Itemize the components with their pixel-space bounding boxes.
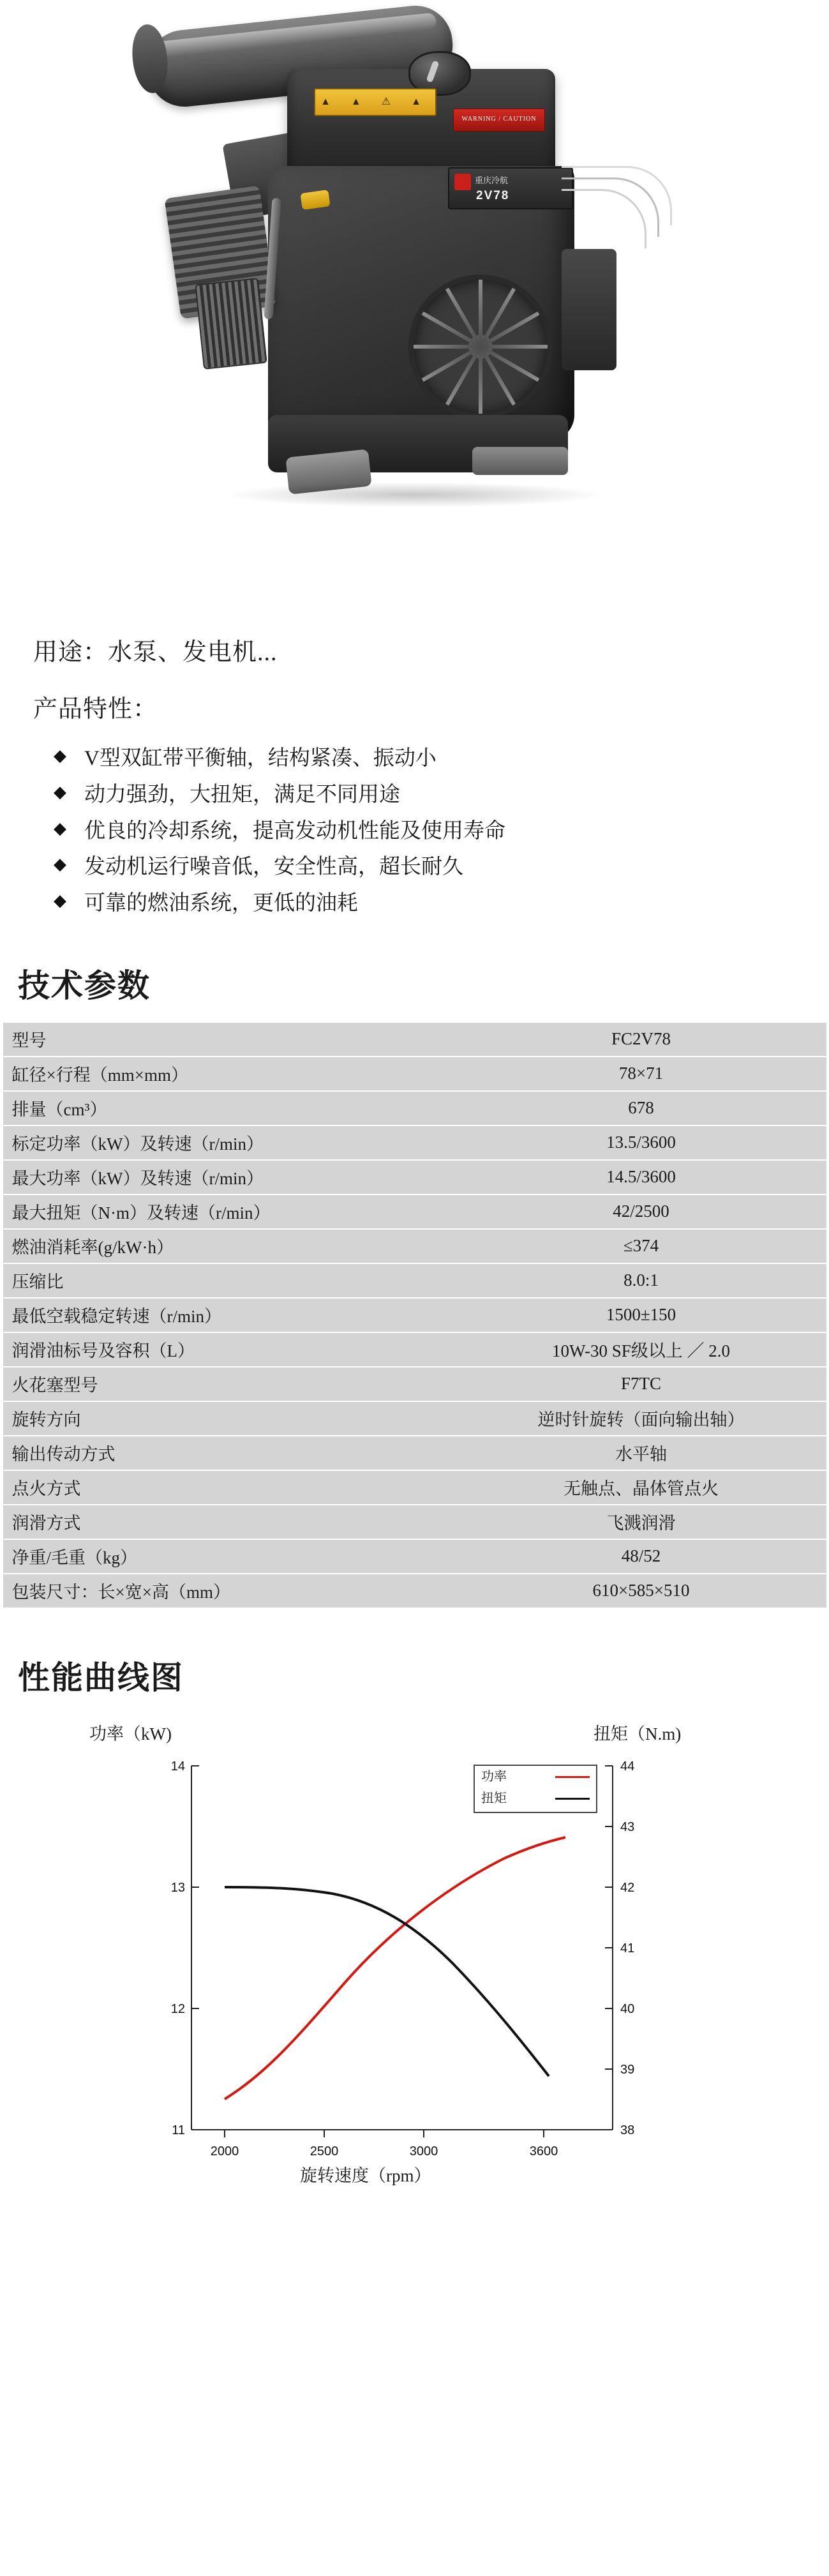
svg-text:3000: 3000 bbox=[409, 2144, 438, 2158]
list-item bbox=[54, 777, 811, 813]
spec-value: 678 bbox=[456, 1091, 826, 1126]
chart-legend bbox=[474, 1765, 597, 1813]
svg-text:42: 42 bbox=[620, 1880, 635, 1895]
svg-text:2500: 2500 bbox=[310, 2144, 339, 2158]
warning-label bbox=[314, 88, 437, 116]
table-row bbox=[3, 1367, 826, 1401]
table-row bbox=[3, 1332, 826, 1367]
chart-right-axis-title: 扭矩（N.m) bbox=[594, 1724, 682, 1744]
table-row bbox=[3, 1539, 826, 1574]
spec-value: 1500±150 bbox=[456, 1298, 826, 1332]
spec-key: 输出传动方式 bbox=[3, 1436, 456, 1470]
spec-value: 无触点、晶体管点火 bbox=[456, 1470, 826, 1505]
spec-key: 缸径×行程（mm×mm） bbox=[3, 1057, 456, 1091]
engine-photo bbox=[77, 6, 759, 600]
spec-key: 包装尺寸：长×宽×高（mm） bbox=[3, 1574, 456, 1608]
diamond-bullet-icon: ◆ bbox=[54, 891, 66, 910]
control-block-shape bbox=[562, 249, 616, 370]
list-item-label: 优良的冷却系统，提高发动机性能及使用寿命 bbox=[84, 819, 505, 843]
svg-text:44: 44 bbox=[620, 1759, 635, 1774]
table-row bbox=[3, 1091, 826, 1126]
spec-value: FC2V78 bbox=[456, 1023, 826, 1057]
svg-text:13: 13 bbox=[170, 1880, 185, 1895]
mount-foot-right bbox=[472, 447, 568, 475]
chart-left-axis-title: 功率（kW) bbox=[89, 1724, 172, 1744]
spec-key: 型号 bbox=[3, 1023, 456, 1057]
caution-label bbox=[453, 109, 545, 132]
series-power-line bbox=[225, 1837, 565, 2099]
svg-text:38: 38 bbox=[620, 2123, 635, 2137]
list-item-label: 可靠的燃油系统，更低的油耗 bbox=[84, 892, 358, 915]
diamond-bullet-icon: ◆ bbox=[54, 782, 66, 801]
cooling-vent-shape bbox=[195, 278, 267, 370]
spec-key: 最低空载稳定转速（r/min） bbox=[3, 1298, 456, 1332]
svg-text:43: 43 bbox=[620, 1819, 635, 1834]
svg-text:2000: 2000 bbox=[210, 2144, 239, 2158]
spec-key: 火花塞型号 bbox=[3, 1367, 456, 1401]
performance-chart bbox=[0, 1715, 829, 2213]
table-row bbox=[3, 1401, 826, 1436]
series-torque-line bbox=[225, 1887, 549, 2076]
spec-heading: 技术参数 bbox=[18, 967, 151, 1004]
legend-item-power bbox=[475, 1766, 596, 1788]
list-item-label: 动力强劲，大扭矩，满足不同用途 bbox=[84, 783, 400, 806]
spec-key: 润滑油标号及容积（L） bbox=[3, 1332, 456, 1367]
spec-key: 最大扭矩（N·m）及转速（r/min） bbox=[3, 1194, 456, 1229]
product-image-block bbox=[0, 0, 829, 632]
chart-x-axis-title: 旋转速度（rpm） bbox=[300, 2165, 431, 2185]
spec-table bbox=[3, 1023, 826, 1608]
spec-value: 逆时针旋转（面向输出轴） bbox=[456, 1401, 826, 1436]
spec-value: F7TC bbox=[456, 1367, 826, 1401]
usage-line: 用途：水泵、发电机... bbox=[33, 639, 278, 666]
legend-swatch-torque bbox=[555, 1798, 590, 1800]
brand-mark-icon bbox=[454, 174, 471, 190]
diamond-bullet-icon: ◆ bbox=[54, 746, 66, 765]
svg-text:40: 40 bbox=[620, 2001, 635, 2016]
diamond-bullet-icon: ◆ bbox=[54, 855, 66, 874]
spec-value: 14.5/3600 bbox=[456, 1160, 826, 1194]
spec-key: 排量（cm³） bbox=[3, 1091, 456, 1126]
chart-canvas bbox=[0, 1715, 829, 2213]
spec-value: 78×71 bbox=[456, 1057, 826, 1091]
list-item bbox=[54, 813, 811, 850]
spec-key: 燃油消耗率(g/kW·h） bbox=[3, 1229, 456, 1263]
list-item bbox=[54, 849, 811, 885]
spec-key: 压缩比 bbox=[3, 1263, 456, 1298]
brand-model: 2V78 bbox=[476, 189, 510, 202]
table-row bbox=[3, 1574, 826, 1608]
spec-value: 48/52 bbox=[456, 1539, 826, 1574]
spec-value: 13.5/3600 bbox=[456, 1126, 826, 1160]
features-list bbox=[18, 741, 811, 922]
svg-text:3600: 3600 bbox=[529, 2144, 558, 2158]
table-row bbox=[3, 1229, 826, 1263]
spec-key: 点火方式 bbox=[3, 1470, 456, 1505]
list-item bbox=[54, 741, 811, 777]
legend-swatch-power bbox=[555, 1776, 590, 1778]
table-row bbox=[3, 1470, 826, 1505]
list-item-label: V型双缸带平衡轴，结构紧凑、振动小 bbox=[84, 747, 437, 770]
table-row bbox=[3, 1263, 826, 1298]
svg-text:12: 12 bbox=[170, 2001, 185, 2016]
spec-key: 润滑方式 bbox=[3, 1505, 456, 1539]
table-row bbox=[3, 1194, 826, 1229]
svg-text:11: 11 bbox=[172, 2123, 185, 2137]
diamond-bullet-icon: ◆ bbox=[54, 818, 66, 838]
spec-value: 42/2500 bbox=[456, 1194, 826, 1229]
list-item bbox=[54, 885, 811, 922]
spec-value: 水平轴 bbox=[456, 1436, 826, 1470]
table-row bbox=[3, 1023, 826, 1057]
intro-section bbox=[0, 632, 829, 922]
drop-shadow bbox=[223, 482, 606, 508]
table-row bbox=[3, 1298, 826, 1332]
table-row bbox=[3, 1160, 826, 1194]
flywheel-fan-shape bbox=[408, 275, 553, 419]
table-row bbox=[3, 1126, 826, 1160]
table-row bbox=[3, 1057, 826, 1091]
spec-key: 标定功率（kW）及转速（r/min） bbox=[3, 1126, 456, 1160]
svg-text:39: 39 bbox=[620, 2062, 635, 2077]
table-row bbox=[3, 1436, 826, 1470]
legend-item-torque bbox=[475, 1788, 596, 1809]
caution-label-text: WARNING / CAUTION bbox=[461, 116, 537, 123]
chart-heading: 性能曲线图 bbox=[18, 1659, 184, 1696]
legend-label: 扭矩 bbox=[481, 1791, 507, 1805]
spec-key: 净重/毛重（kg） bbox=[3, 1539, 456, 1574]
legend-label: 功率 bbox=[481, 1769, 507, 1784]
spec-value: 610×585×510 bbox=[456, 1574, 826, 1608]
brand-plate bbox=[448, 167, 573, 209]
svg-text:41: 41 bbox=[620, 1941, 635, 1955]
features-title: 产品特性： bbox=[33, 696, 158, 723]
list-item-label: 发动机运行噪音低，安全性高，超长耐久 bbox=[84, 855, 463, 879]
spec-value: 10W-30 SF级以上 ／ 2.0 bbox=[456, 1332, 826, 1367]
spec-key: 最大功率（kW）及转速（r/min） bbox=[3, 1160, 456, 1194]
spec-key: 旋转方向 bbox=[3, 1401, 456, 1436]
warning-label-text: ▲ ▲ ⚠ ▲ bbox=[320, 96, 430, 107]
brand-name: 重庆冷航 bbox=[475, 176, 509, 185]
spec-value: ≤374 bbox=[456, 1229, 826, 1263]
spec-value: 飞溅润滑 bbox=[456, 1505, 826, 1539]
table-row bbox=[3, 1505, 826, 1539]
svg-text:14: 14 bbox=[170, 1759, 185, 1774]
spec-value: 8.0:1 bbox=[456, 1263, 826, 1298]
